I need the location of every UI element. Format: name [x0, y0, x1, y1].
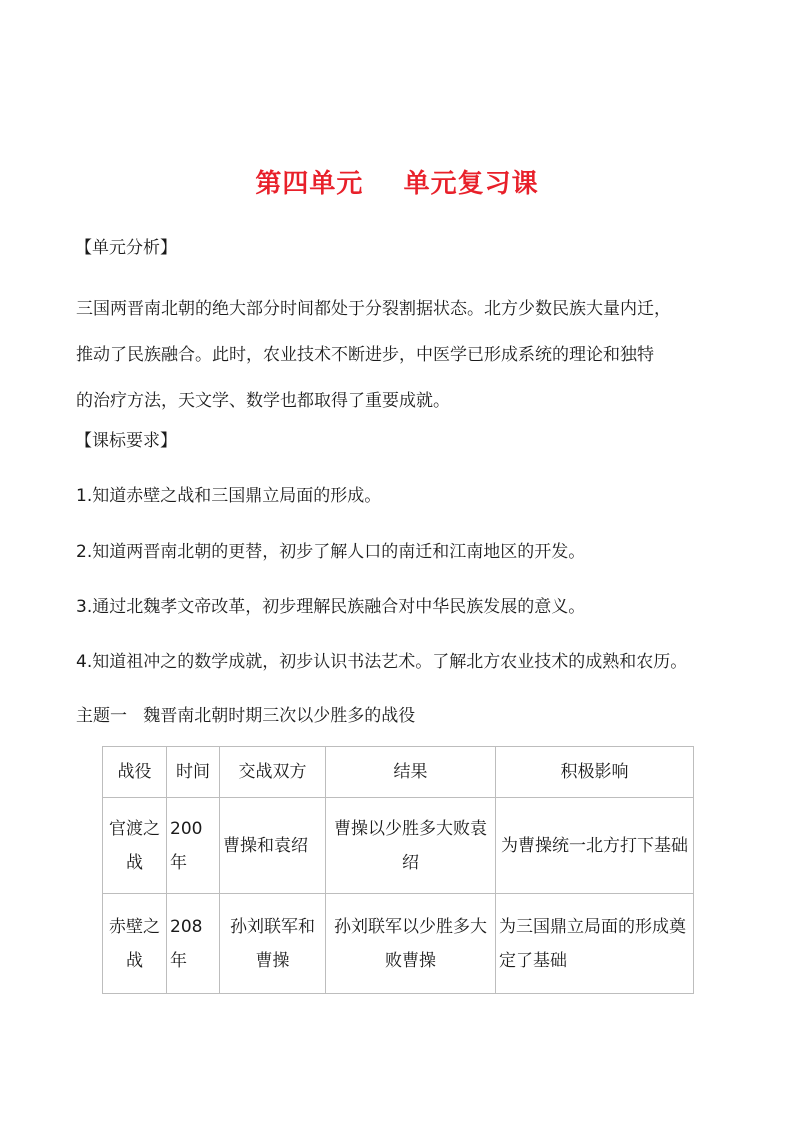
table-header-row: [103, 747, 694, 798]
paragraph-line: 三国两晋南北朝的绝大部分时间都处于分裂割据状态。北方少数民族大量内迁，: [76, 299, 671, 319]
table-cell: 为曹操统一北方打下基础: [496, 798, 694, 894]
table-header: 结果: [326, 747, 496, 798]
curriculum-item: 2.知道两晋南北朝的更替，初步了解人口的南迁和江南地区的开发。: [76, 542, 586, 562]
paragraph-line: 推动了民族融合。此时，农业技术不断进步，中医学已形成系统的理论和独特: [76, 345, 654, 365]
curriculum-item: 4.知道祖冲之的数学成就，初步认识书法艺术。了解北方农业技术的成熟和农历。: [76, 652, 688, 672]
curriculum-heading: 【课标要求】: [75, 431, 177, 451]
table-cell: 赤壁之战: [103, 894, 167, 994]
unit-analysis-heading: 【单元分析】: [75, 238, 177, 258]
table-header: 积极影响: [496, 747, 694, 798]
page-title: 第四单元 单元复习课: [255, 169, 539, 199]
paragraph-line: 的治疗方法，天文学、数学也都取得了重要成就。: [76, 391, 450, 411]
table-header: 战役: [103, 747, 167, 798]
table-cell: 200 年: [167, 798, 220, 894]
table-cell: 官渡之战: [103, 798, 167, 894]
curriculum-item: 3.通过北魏孝文帝改革，初步理解民族融合对中华民族发展的意义。: [76, 597, 586, 617]
theme-title: 主题一 魏晋南北朝时期三次以少胜多的战役: [76, 706, 416, 726]
battle-table: [102, 746, 694, 994]
table-row: [103, 894, 694, 994]
table-cell: 曹操和袁绍: [220, 798, 326, 894]
table-cell: 为三国鼎立局面的形成奠定了基础: [496, 894, 694, 994]
table-cell: 208 年: [167, 894, 220, 994]
table-header: 时间: [167, 747, 220, 798]
table-cell: 孙刘联军和曹操: [220, 894, 326, 994]
curriculum-item: 1.知道赤壁之战和三国鼎立局面的形成。: [76, 486, 382, 506]
table-cell: 曹操以少胜多大败袁绍: [326, 798, 496, 894]
table-header: 交战双方: [220, 747, 326, 798]
table-cell: 孙刘联军以少胜多大败曹操: [326, 894, 496, 994]
table-row: [103, 798, 694, 894]
unit-analysis-paragraph: [76, 286, 756, 424]
